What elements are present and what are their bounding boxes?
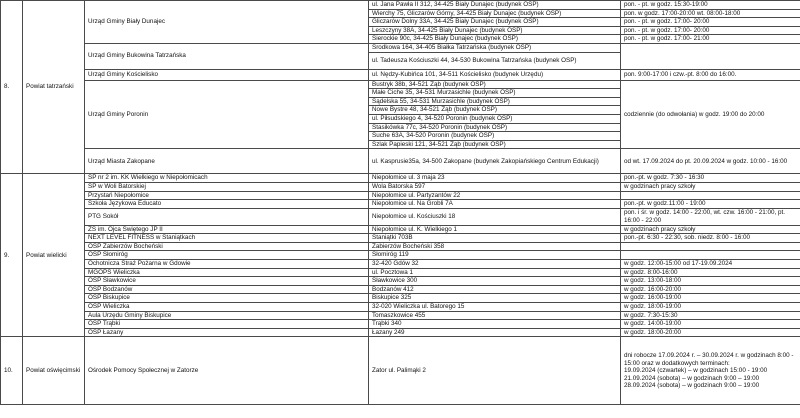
table-row: [1, 268, 800, 277]
hours-cell: w godzinach pracy szkoły: [621, 182, 800, 191]
address-cell: Bodzanów 412: [369, 285, 621, 294]
table-row: [1, 191, 800, 200]
address-cell: Biskupice 325: [369, 294, 621, 303]
hours-cell: w godzinach pracy szkoły: [621, 225, 800, 234]
address-cell: Niepołomice ul. 3 maja 23: [369, 174, 621, 183]
table-row: [1, 200, 800, 209]
address-cell: Sądelska 55, 34-531 Murzasichle (budynek OSP): [369, 97, 621, 106]
address-cell: Nowe Bystre 48, 34-521 Ząb (budynek OSP): [369, 106, 621, 115]
address-cell: Sierockie 90c, 34-425 Biały Dunajec (budynek OSP): [369, 35, 621, 44]
hours-cell: od wt. 17.09.2024 do pt. 20.09.2024 w godz. 10:00 - 16:00: [621, 149, 800, 174]
address-cell: Łazany 249: [369, 328, 621, 337]
table-row: [1, 277, 800, 286]
address-cell: ul. Tadeusza Kościuszki 44, 34-530 Bukowina Tatrzańska (budynek OSP): [369, 52, 621, 69]
hours-line: 19.09.2024 (czwartek) – w godzinach 15:00 - 19:00: [624, 367, 768, 375]
office-name: Urząd Gminy Biały Dunajec: [85, 1, 369, 44]
hours-cell: w godz. 18:00-19:00: [621, 303, 800, 312]
table-row: [1, 234, 800, 243]
office-name: Urząd Miasta Zakopane: [85, 149, 369, 174]
table-row: [1, 337, 800, 405]
address-cell: 32-420 Gdów 32: [369, 260, 621, 269]
office-name: Ośrodek Pomocy Społecznej w Zatorze: [85, 337, 369, 405]
table-row: [1, 174, 800, 183]
address-cell: Wierchy 75, Gliczarów Górny, 34-425 Biały Dunajec (budynek OSP): [369, 9, 621, 18]
office-name: OSP Wieliczka: [85, 303, 369, 312]
hours-cell: w godz. 12:00-15:00 od 17-19.09.2024: [621, 260, 800, 269]
office-name: OSP Bodzanów: [85, 285, 369, 294]
office-name: SP nr 2 im. KK Wielkiego w Niepołomicach: [85, 174, 369, 183]
table-row: [1, 43, 800, 52]
table-row: [1, 320, 800, 329]
hours-cell: w godz. 7:30-15:30: [621, 311, 800, 320]
office-name: Szkoła Językowa Educato: [85, 200, 369, 209]
hours-cell: pon.-pt. w godz. 7:30 - 16:30: [621, 174, 800, 183]
address-cell: Niepołomice ul. Partyzantów 22: [369, 191, 621, 200]
row-number: 8.: [1, 1, 23, 174]
hours-cell: [621, 191, 800, 200]
office-name: OSP Słomiróg: [85, 251, 369, 260]
hours-line: 28.09.2024 (sobota) – w godzinach 9:00 – 19:00: [624, 382, 760, 390]
hours-cell: pon. - pt. w godz. 17:00- 21:00: [621, 35, 800, 44]
hours-line: dni robocze 17.09.2024 r. – 30.09.2024 r. w godzinach 8:00 -: [624, 351, 794, 359]
office-name: OSP Zabierzów Bocheński: [85, 242, 369, 251]
office-name: Przystań Niepołomice: [85, 191, 369, 200]
address-cell: Niepołomice ul. Na Grobli 7A: [369, 200, 621, 209]
hours-line: 15:00 oraz w dodatkowych terminach:: [624, 359, 730, 367]
address-cell: Zabierzów Bocheński 358: [369, 242, 621, 251]
table-row: [1, 311, 800, 320]
county-name: Powiat wielicki: [23, 174, 85, 337]
address-cell: Suche 63A, 34-520 Poronin (budynek OSP): [369, 132, 621, 141]
hours-cell: pon. i śr. w godz. 14:00 - 22:00, wt. czw. 16:00 - 21:00, pt. 16:00 - 22:00: [621, 208, 800, 225]
hours-cell: [621, 251, 800, 260]
address-cell: Sławkowice 300: [369, 277, 621, 286]
address-cell: ul. Jana Pawła II 312, 34-425 Biały Dunajec (budynek OSP): [369, 1, 621, 10]
address-cell: Niepołomice ul. K. Wielkiego 1: [369, 225, 621, 234]
table-row: [1, 285, 800, 294]
hours-cell: w godz. 8:00-16:00: [621, 268, 800, 277]
address-cell: 32-020 Wieliczka ul. Batorego 15: [369, 303, 621, 312]
row-number: 9.: [1, 174, 23, 337]
hours-cell: w godz. 14:00-19:00: [621, 320, 800, 329]
table-row: [1, 328, 800, 337]
address-cell: Stasikówka 77c, 34-520 Poronin (budynek OSP): [369, 123, 621, 132]
office-name: NEXT LEVEL FITNESS w Staniątkach: [85, 234, 369, 243]
hours-cell: pon. - pt. w godz. 17:00- 20:00: [621, 18, 800, 27]
address-cell: ul. Pocztowa 1: [369, 268, 621, 277]
hours-cell: w godz. 16:00-20:00: [621, 285, 800, 294]
address-cell: Leszczyny 38A, 34-425 Biały Dunajec (budynek OSP): [369, 26, 621, 35]
table-row: [1, 208, 800, 225]
hours-cell: pon. - pt. w godz. 17:00- 20:00: [621, 26, 800, 35]
office-name: Ochotnicza Straż Pożarna w Gdowie: [85, 260, 369, 269]
address-cell: ul. Nędzy-Kubińca 101, 34-511 Kościelisko (budynek Urzędu): [369, 69, 621, 80]
hours-cell: pon.-pt. w godz.11:00 - 19:00: [621, 200, 800, 209]
hours-cell: pon.-pt. 6:30 - 22:30, sob. niedz. 8:00 - 16:00: [621, 234, 800, 243]
address-cell: Trąbki 340: [369, 320, 621, 329]
office-name: OSP Sławkowice: [85, 277, 369, 286]
address-cell: Środkowa 164, 34-405 Białka Tatrzańska (budynek OSP): [369, 43, 621, 52]
address-cell: ul. Kasprusie35a, 34-500 Zakopane (budynek Zakopiańskiego Centrum Edukacji): [369, 149, 621, 174]
office-name: SP w Woli Batorskiej: [85, 182, 369, 191]
table-row: [1, 149, 800, 174]
office-name: OSP Łazany: [85, 328, 369, 337]
address-cell: Słomiróg 119: [369, 251, 621, 260]
hours-cell: pon. w godz. 17:00-20:00 wt. 08:00-18:00: [621, 9, 800, 18]
hours-line: 21.09.2024 (sobota) – w godzinach 9:00 – 19:00: [624, 374, 760, 382]
office-name: OSP Biskupice: [85, 294, 369, 303]
address-cell: Bustryk 38b, 34-521 Ząb (budynek OSP): [369, 80, 621, 89]
table-row: [1, 260, 800, 269]
office-name: MGOPS Wieliczka: [85, 268, 369, 277]
address-cell: Staniątki 703B: [369, 234, 621, 243]
office-name: PTG Sokół: [85, 208, 369, 225]
office-name: Aula Urzędu Gminy Biskupice: [85, 311, 369, 320]
hours-cell: pon. - pt. w godz. 15:30-19:00: [621, 1, 800, 10]
table-row: [1, 303, 800, 312]
office-name: ZS im. Ojca Świętego JP II: [85, 225, 369, 234]
address-cell: Małe Ciche 35, 34-531 Murzasichle (budynek OSP): [369, 89, 621, 98]
hours-cell: w godz. 13:00-18:00: [621, 277, 800, 286]
table-row: [1, 294, 800, 303]
table-row: [1, 182, 800, 191]
hours-cell: w godz. 16:00-19:00: [621, 294, 800, 303]
address-cell: Szlak Papieski 121, 34-521 Ząb (budynek OSP): [369, 140, 621, 149]
county-name: Powiat tatrzański: [23, 1, 85, 174]
office-name: Urząd Gminy Bukowina Tatrzańska: [85, 43, 369, 69]
table-row: [1, 1, 800, 10]
office-name: Urząd Gminy Kościelisko: [85, 69, 369, 80]
hours-cell: pon. 9:00-17:00 i czw.-pt. 8:00 do 16:00.: [621, 69, 800, 80]
address-cell: Gliczarów Dolny 33A, 34-425 Biały Dunajec (budynek OSP): [369, 18, 621, 27]
address-cell: Wola Batorska 597: [369, 182, 621, 191]
office-name: Urząd Gminy Poronin: [85, 80, 369, 149]
hours-cell: [621, 337, 800, 405]
row-number: 10.: [1, 337, 23, 405]
hours-cell: codziennie (do odwołania) w godz. 19:00 do 20:00: [621, 80, 800, 149]
county-name: Powiat oświęcimski: [23, 337, 85, 405]
office-name: OSP Trąbki: [85, 320, 369, 329]
table-row: [1, 242, 800, 251]
table-row: [1, 80, 800, 89]
hours-cell: w godz. 18:00-20:00: [621, 328, 800, 337]
table-row: [1, 225, 800, 234]
address-cell: Tomaszkowice 455: [369, 311, 621, 320]
address-cell: ul. Piłsudskiego 4, 34-520 Poronin (budynek OSP): [369, 114, 621, 123]
hours-cell: [621, 43, 800, 69]
address-cell: Niepołomice ul. Kościuszki 18: [369, 208, 621, 225]
table-row: [1, 251, 800, 260]
table-row: [1, 69, 800, 80]
hours-cell: [621, 242, 800, 251]
address-cell: Zator ul. Palimąki 2: [369, 337, 621, 405]
